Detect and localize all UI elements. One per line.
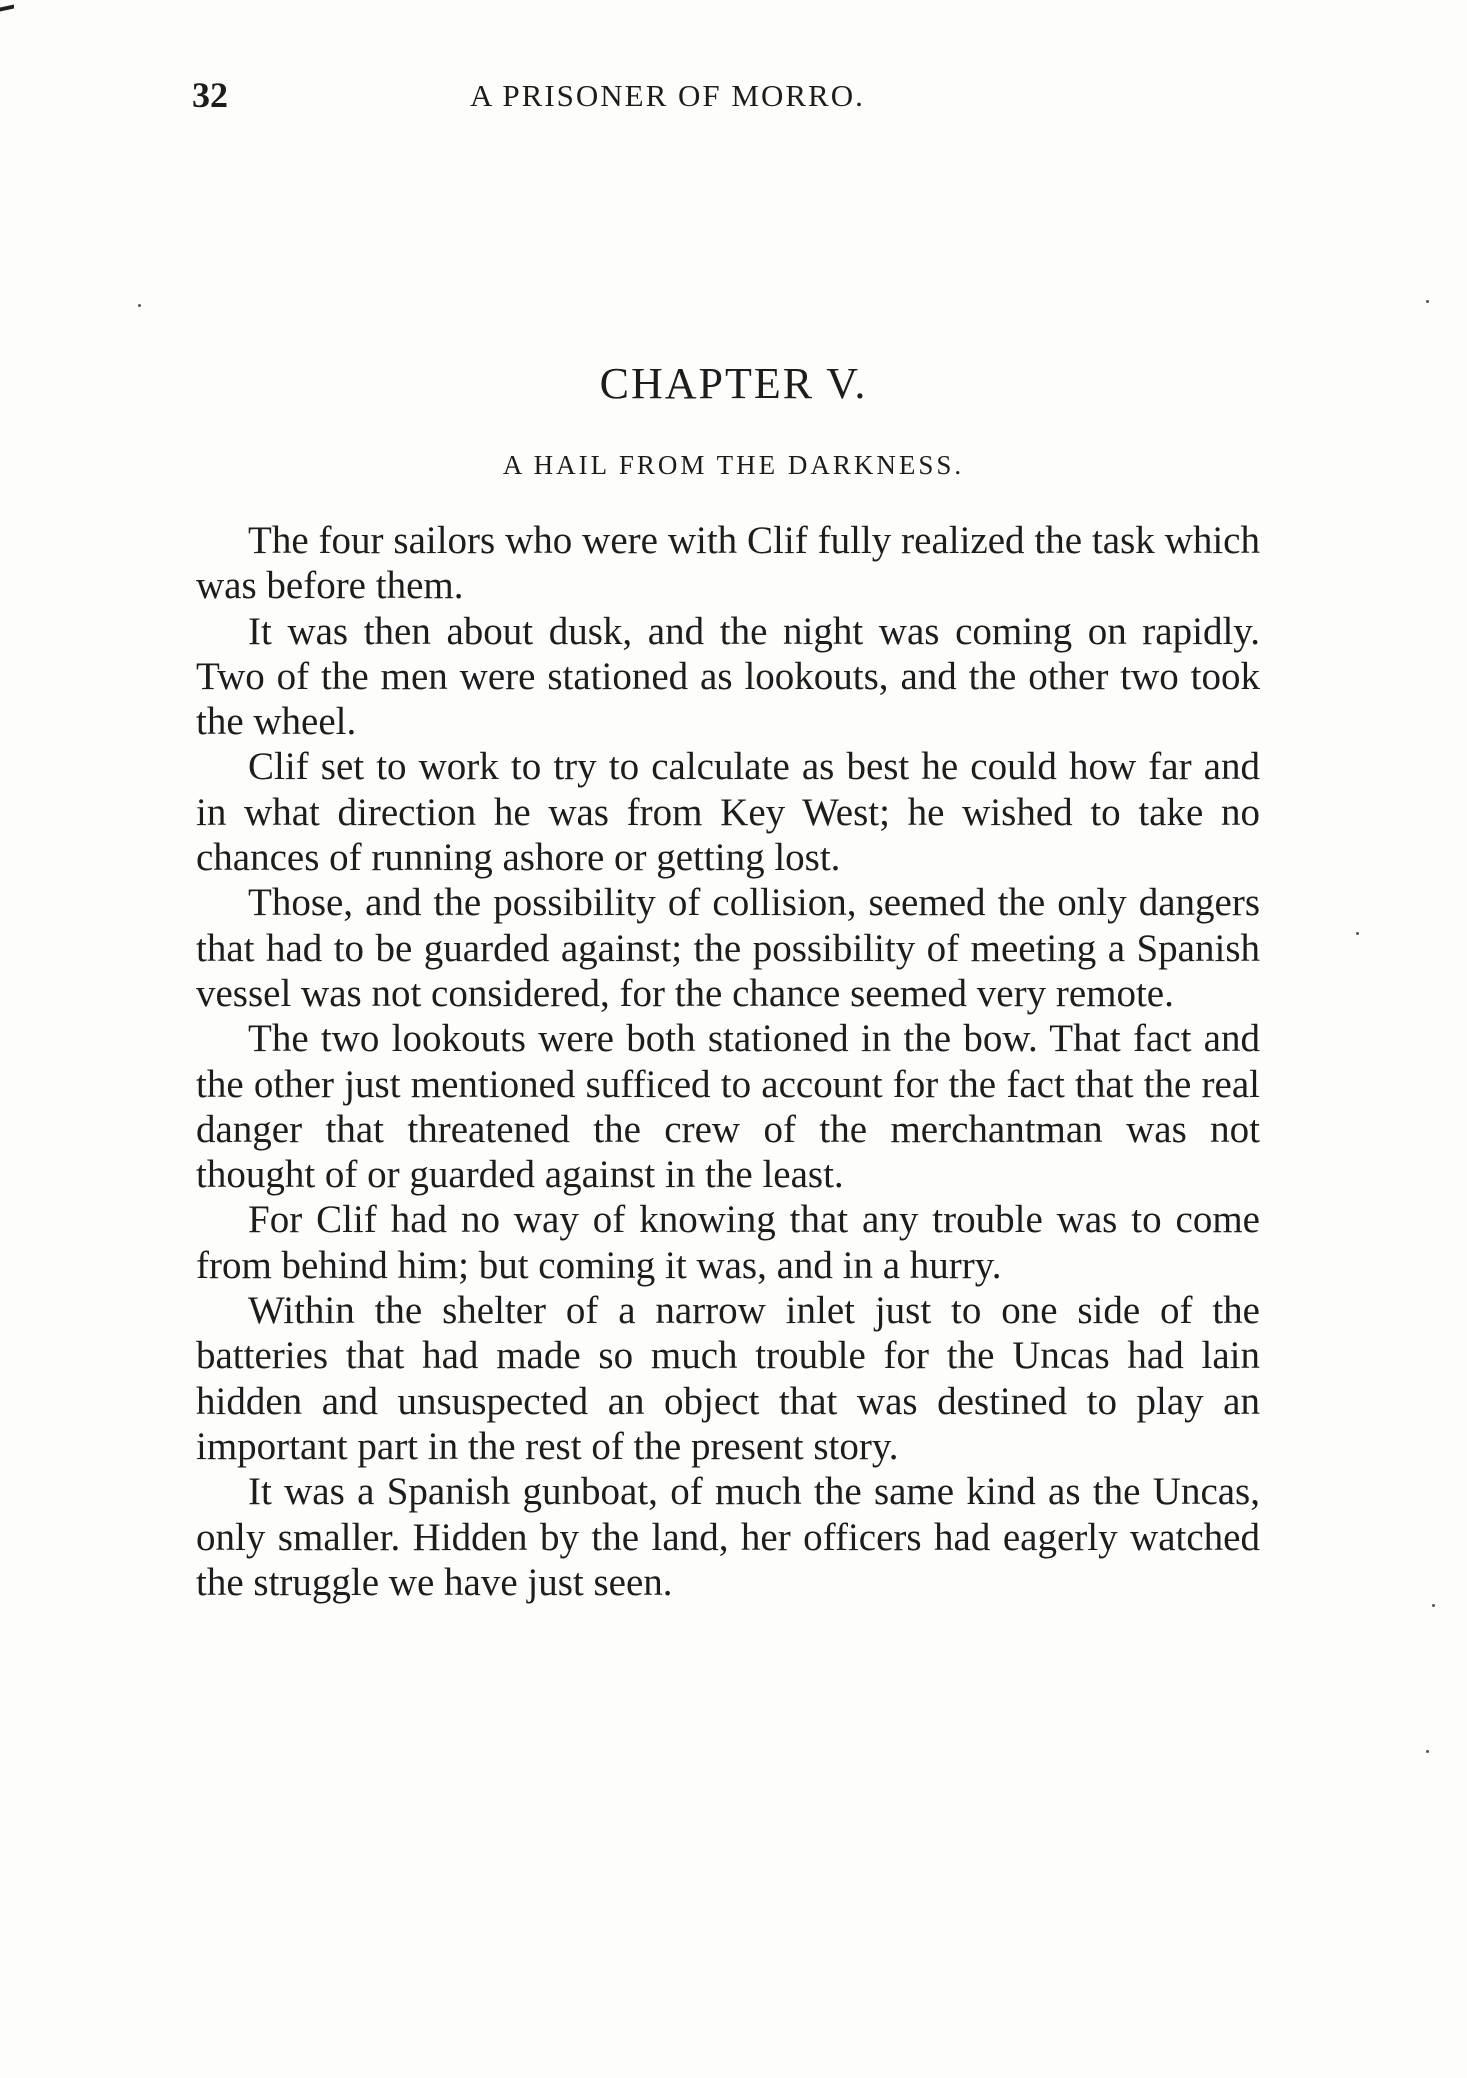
paragraph: Those, and the possibility of collision, seemed the only dangers that had to be guarded against; the possibility of meeting a Spanish vessel was not considered, for the chance seemed very remote.: [196, 881, 1260, 1015]
scan-speck: [1432, 1604, 1435, 1607]
paragraph: Within the shelter of a narrow inlet just to one side of the batteries that had made so much trouble for the Uncas had lain hidden and unsuspected an object that was destined to play an important part in the rest of the present story.: [196, 1289, 1260, 1468]
paragraph: It was a Spanish gunboat, of much the same kind as the Uncas, only smaller. Hidden by the land, her officers had eagerly watched the struggle we have just seen.: [196, 1470, 1260, 1604]
scan-speck: [1356, 932, 1359, 935]
paragraph: For Clif had no way of knowing that any trouble was to come from behind him; but coming it was, and in a hurry.: [196, 1198, 1260, 1287]
chapter-body: [196, 518, 1260, 1605]
scan-speck: [1426, 300, 1429, 303]
scan-speck: [138, 304, 141, 307]
page-number: 32: [192, 75, 228, 115]
scan-speck: [1426, 1750, 1429, 1753]
running-title: A PRISONER OF MORRO.: [470, 78, 865, 113]
paragraph: The four sailors who were with Clif fully realized the task which was before them.: [196, 519, 1260, 608]
paragraph: It was then about dusk, and the night was coming on rapidly. Two of the men were stationed as lookouts, and the other two took the wheel.: [196, 609, 1260, 744]
chapter-title: CHAPTER V.: [599, 359, 868, 408]
paragraph: The two lookouts were both stationed in the bow. That fact and the other just mentioned sufficed to account for the fact that the real danger that threatened the crew of the merchantman was not thought of or guarded against in the least.: [196, 1017, 1260, 1197]
corner-scan-mark: [0, 5, 14, 12]
chapter-subtitle: A HAIL FROM THE DARKNESS.: [502, 450, 965, 480]
paragraph: Clif set to work to try to calculate as best he could how far and in what direction he was from Key West; he wished to take no chances of running ashore or getting lost.: [196, 745, 1260, 880]
